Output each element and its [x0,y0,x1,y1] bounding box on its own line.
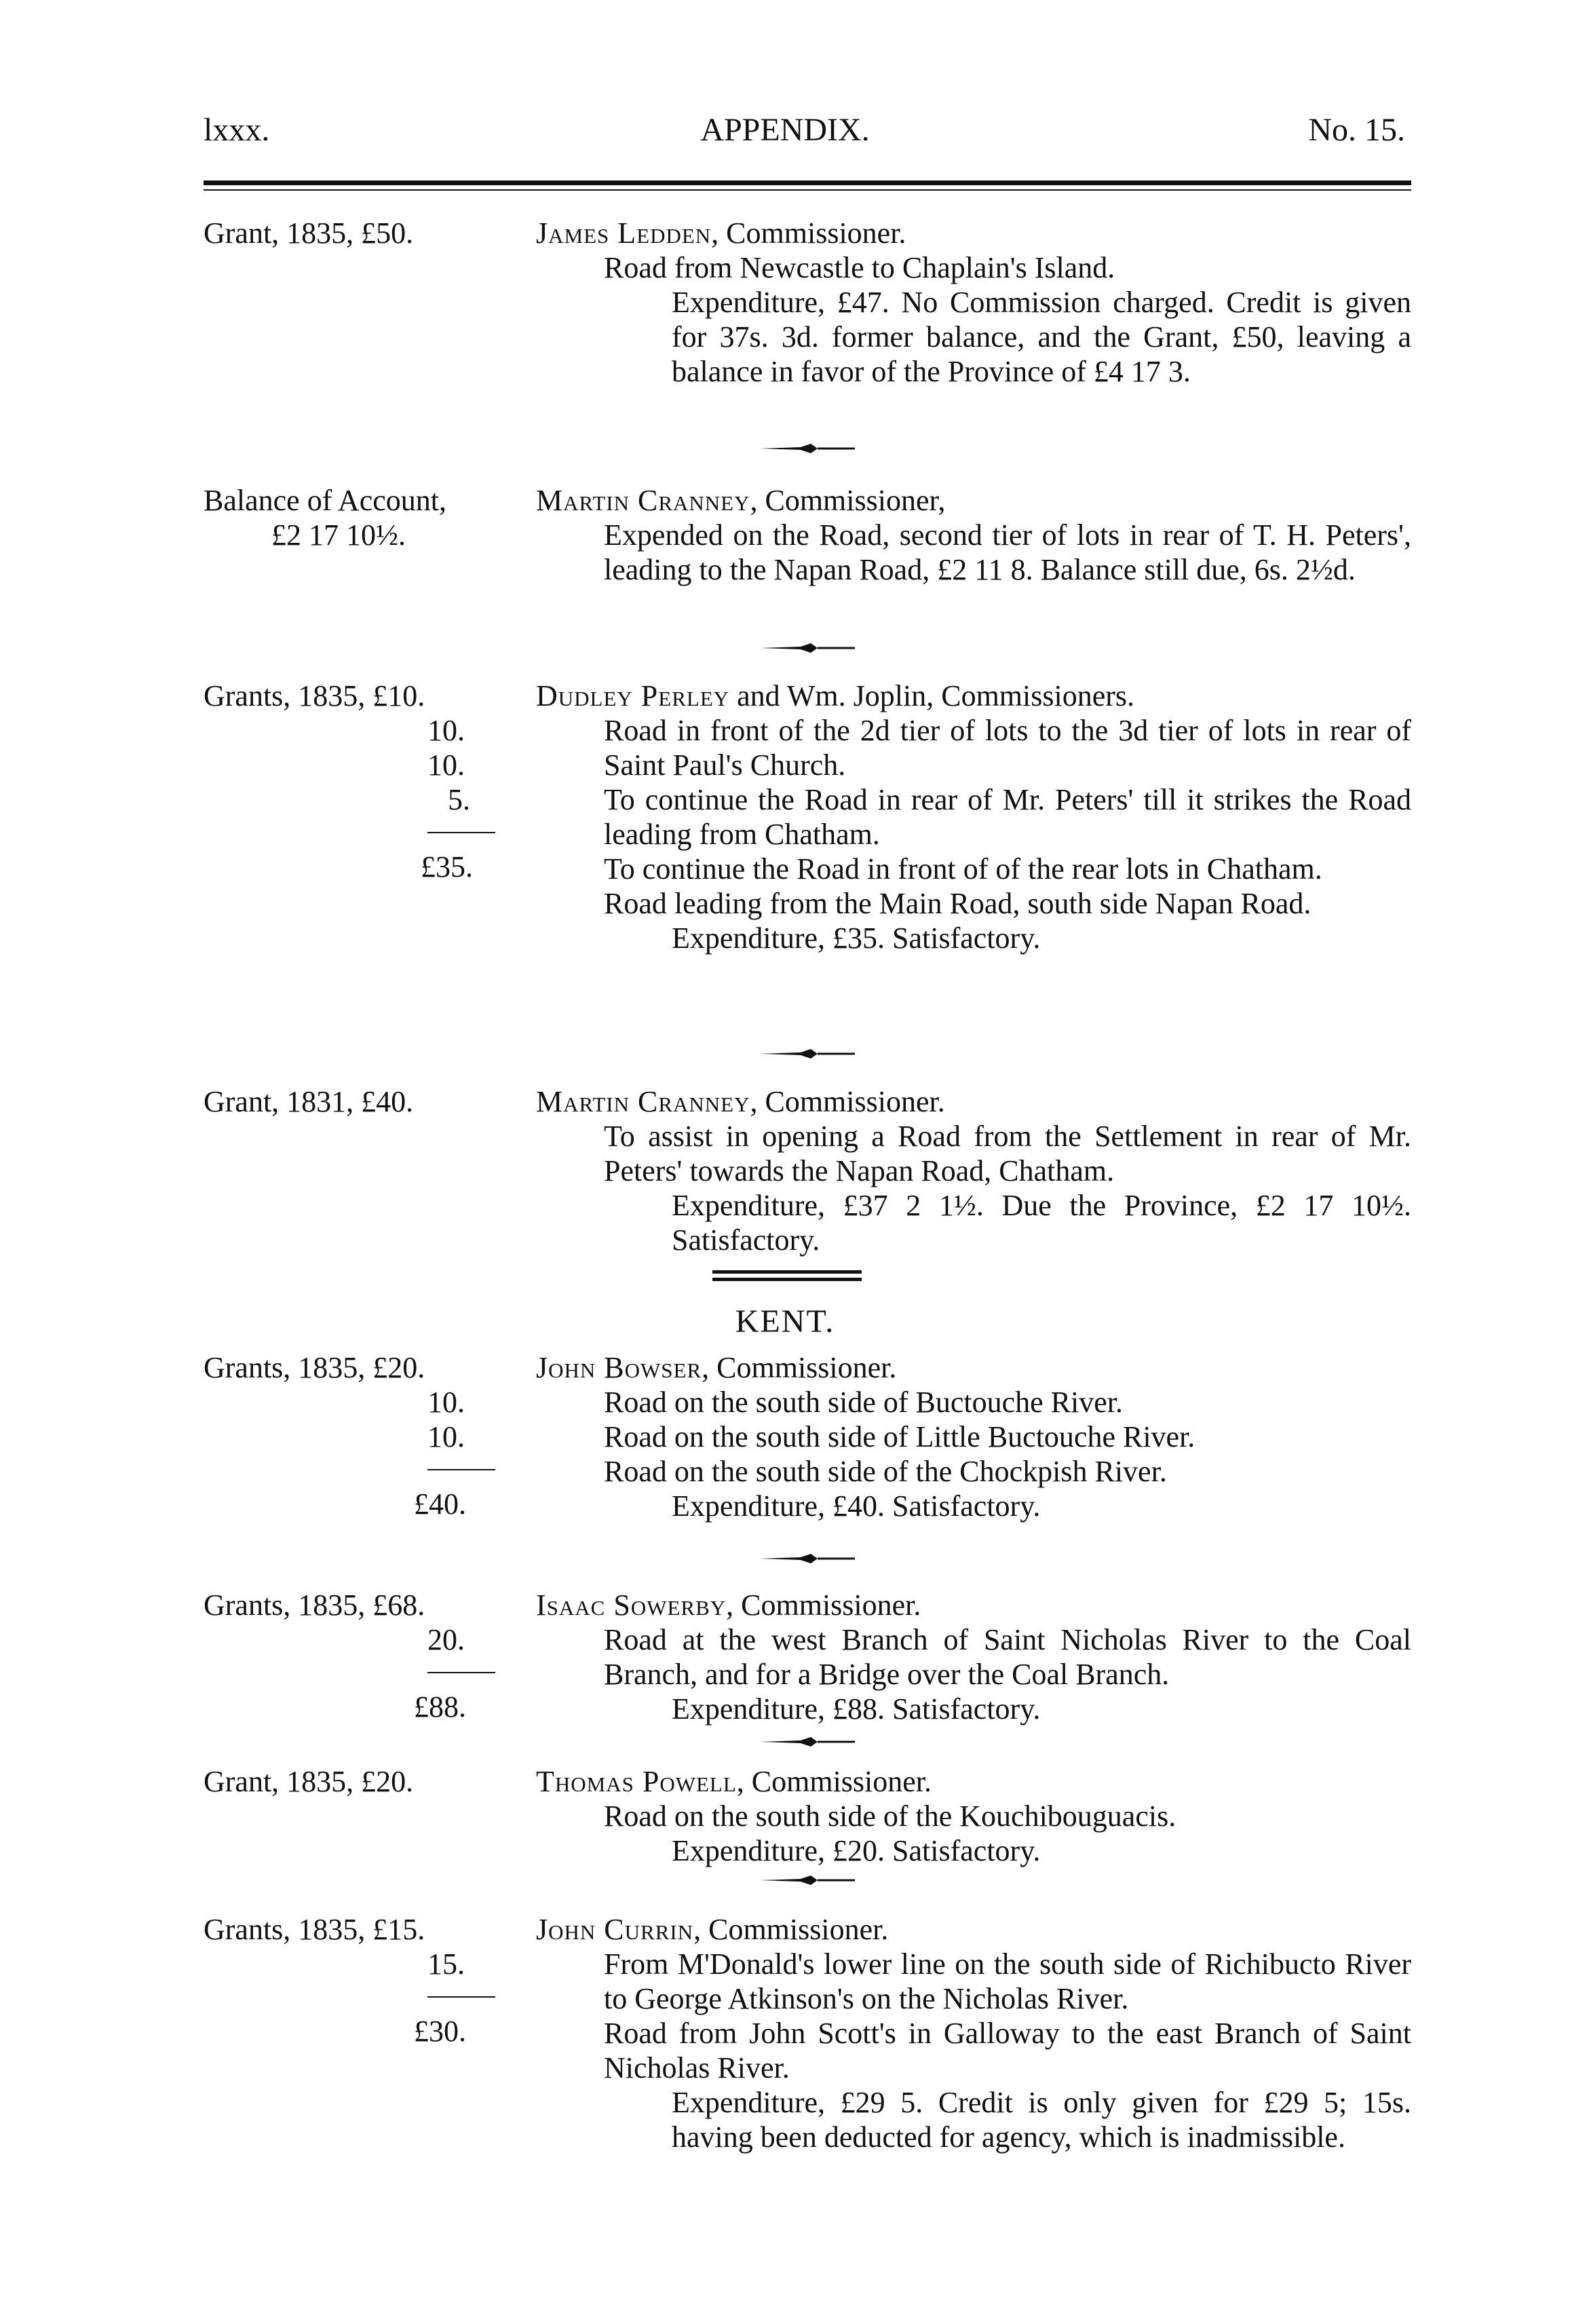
entry-body [536,483,1411,587]
page-number: lxxx. [204,112,270,148]
entry-line: Expenditure, £88. Satisfactory. [672,1692,1041,1726]
section-rule [712,1278,862,1281]
commissioner-name: John Currin [536,1913,694,1946]
grant-column [204,216,495,250]
commissioner-title: , Commissioner. [726,1588,921,1622]
entry-line: Road from Newcastle to Chaplain's Island. [604,251,1115,284]
grant-column [204,679,495,884]
grant-line: 10. [427,1420,465,1453]
commissioner-title: , Commissioner. [702,1351,897,1384]
grant-column [204,1912,495,2049]
commissioner-name: James Ledden [536,216,712,250]
commissioner-name: Thomas Powell [536,1765,737,1798]
grant-column [204,483,495,552]
grant-line: Grant, 1835, £20. [204,1765,414,1798]
ornament-divider [760,442,855,455]
entry-line: Expenditure, £20. Satisfactory. [672,1834,1041,1867]
commissioner-title: , Commissioner. [736,1765,932,1798]
section-heading: KENT. [735,1303,835,1339]
sum-rule [427,1672,495,1673]
grant-line: £2 17 10½. [271,518,406,552]
entry-body [536,1588,1411,1726]
sum-rule [427,1469,495,1470]
grant-line: 5. [448,783,470,816]
commissioner-name: John Bowser [536,1351,702,1384]
commissioner-title: , Commissioner, [750,484,946,517]
grant-line: Grants, 1835, £68. [204,1588,425,1622]
commissioner-name: Isaac Sowerby [536,1588,727,1622]
grant-total: £40. [414,1487,466,1521]
grant-line: 20. [427,1623,465,1656]
entry-line: Expenditure, £40. Satisfactory. [672,1489,1041,1523]
entry-line: Expended on the Road, second tier of lots in rear of T. H. Peters', leading to the Napan Road, £2 11 8. Balance still due, 6s. 2½d. [604,518,1411,586]
entry-line: Road on the south side of Little Buctouche River. [604,1420,1195,1453]
entry-line: Expenditure, £37 2 1½. Due the Province, £2 17 10½. Satisfactory. [672,1189,1411,1257]
grant-line: 10. [427,748,465,782]
running-title: APPENDIX. [700,112,870,148]
header-rule-thick [204,180,1411,185]
grant-total: £88. [414,1690,466,1723]
entry-line: Road leading from the Main Road, south side Napan Road. [604,887,1311,920]
grant-line: Balance of Account, [204,484,446,517]
grant-line: Grants, 1835, £15. [204,1913,425,1946]
entry-line: To assist in opening a Road from the Settlement in rear of Mr. Peters' towards the Napan Road, Chatham. [604,1120,1411,1187]
commissioner-name: Martin Cranney [536,484,750,517]
entry-line: From M'Donald's lower line on the south side of Richibucto River to George Atkinson's on the Nicholas River. [604,1947,1411,2015]
entry-line: Expenditure, £35. Satisfactory. [672,921,1041,955]
entry-line: Road in front of the 2d tier of lots to the 3d tier of lots in rear of Saint Paul's Church. [604,714,1411,782]
grant-column [204,1350,495,1521]
grant-line: Grant, 1831, £40. [204,1085,414,1118]
entry-body [536,1764,1411,1868]
document-number: No. 15. [1308,112,1405,148]
ornament-divider [760,1048,855,1060]
entry-line: To continue the Road in rear of Mr. Peters' till it strikes the Road leading from Chatham. [604,783,1411,851]
grant-line: Grants, 1835, £20. [204,1351,425,1384]
entry-line: Expenditure, £47. No Commission charged. Credit is given for 37s. 3d. former balance, and the Grant, £50, leaving a balance in favor of the Province of £4 17 3. [672,286,1411,388]
commissioner-name: Dudley Perley [536,679,730,712]
grant-total: £30. [414,2015,466,2048]
ornament-divider [760,642,855,654]
entry-body [536,216,1411,389]
sum-rule [427,832,495,833]
sum-rule [427,1996,495,1998]
grant-total: £35. [421,850,473,883]
commissioner-name: Martin Cranney [536,1085,750,1118]
ornament-divider [760,1874,855,1886]
entry-line: Road on the south side of the Kouchibouguacis. [604,1799,1176,1833]
entry-line: Road at the west Branch of Saint Nicholas River to the Coal Branch, and for a Bridge over the Coal Branch. [604,1623,1411,1691]
entry-body [536,1350,1411,1523]
grant-line: 15. [427,1947,465,1981]
commissioner-title: , Commissioner. [693,1913,889,1946]
grant-column [204,1084,495,1119]
commissioner-title: and Wm. Joplin, Commissioners. [729,679,1135,712]
entry-line: Road from John Scott's in Galloway to the east Branch of Saint Nicholas River. [604,2017,1411,2084]
entry-body [536,679,1411,955]
entry-body [536,1084,1411,1257]
commissioner-title: , Commissioner. [711,216,906,250]
entry-line: Expenditure, £29 5. Credit is only given for £29 5; 15s. having been deducted for agency, which is inadmissible. [672,2086,1411,2154]
commissioner-title: , Commissioner. [750,1085,945,1118]
entry-line: Road on the south side of Buctouche River. [604,1386,1123,1419]
ornament-divider [760,1736,855,1748]
section-rule [712,1270,862,1274]
grant-line: 10. [427,714,465,747]
entry-line: Road on the south side of the Chockpish River. [604,1455,1167,1488]
grant-line: Grants, 1835, £10. [204,679,425,712]
grant-line: Grant, 1835, £50. [204,216,414,250]
entry-body [536,1912,1411,2154]
grant-line: 10. [427,1386,465,1419]
header-rule-thin [204,189,1411,191]
entry-line: To continue the Road in front of of the rear lots in Chatham. [604,852,1322,885]
ornament-divider [760,1552,855,1565]
grant-column [204,1588,495,1724]
grant-column [204,1764,495,1799]
